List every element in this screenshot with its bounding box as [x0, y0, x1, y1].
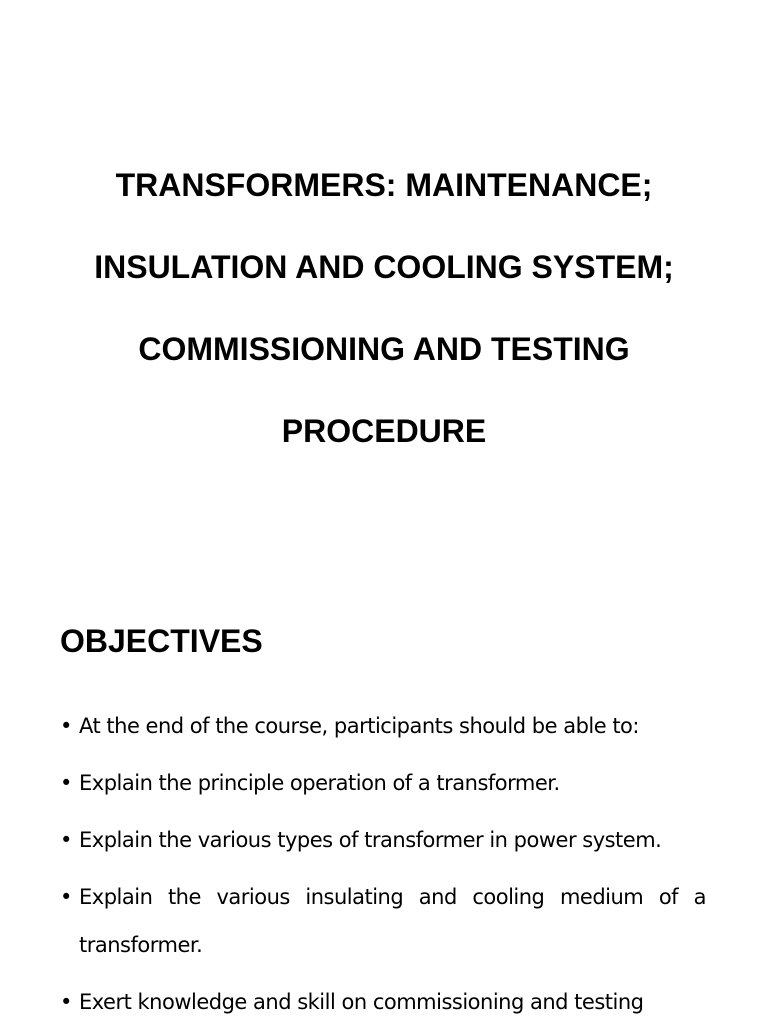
list-item [60, 816, 706, 864]
list-item-text: Explain the principle operation of a transformer. [79, 771, 560, 795]
list-item-text: Explain the various types of transformer in power system. [79, 828, 662, 852]
objectives-list [60, 702, 706, 1035]
bullet-icon: • [60, 885, 72, 909]
objectives-heading: OBJECTIVES [60, 623, 263, 659]
bullet-icon: • [60, 771, 72, 795]
title-line: TRANSFORMERS: MAINTENANCE; [115, 167, 653, 203]
list-item [60, 978, 706, 1026]
bullet-icon: • [60, 828, 72, 852]
list-item [60, 759, 706, 807]
title-line: PROCEDURE [281, 413, 487, 449]
bullet-icon: • [60, 714, 72, 738]
title-line: INSULATION AND COOLING SYSTEM; [94, 249, 674, 285]
document-title [40, 144, 728, 472]
bullet-icon: • [60, 990, 72, 1014]
list-item [60, 873, 706, 969]
list-item-text: Exert knowledge and skill on commissioning and testing [79, 990, 644, 1014]
title-line: COMMISSIONING AND TESTING [138, 331, 630, 367]
list-item [60, 702, 706, 750]
list-item-text: At the end of the course, participants should be able to: [79, 714, 639, 738]
list-item-text: Explain the various insulating and cooling medium of a transformer. [79, 885, 706, 957]
